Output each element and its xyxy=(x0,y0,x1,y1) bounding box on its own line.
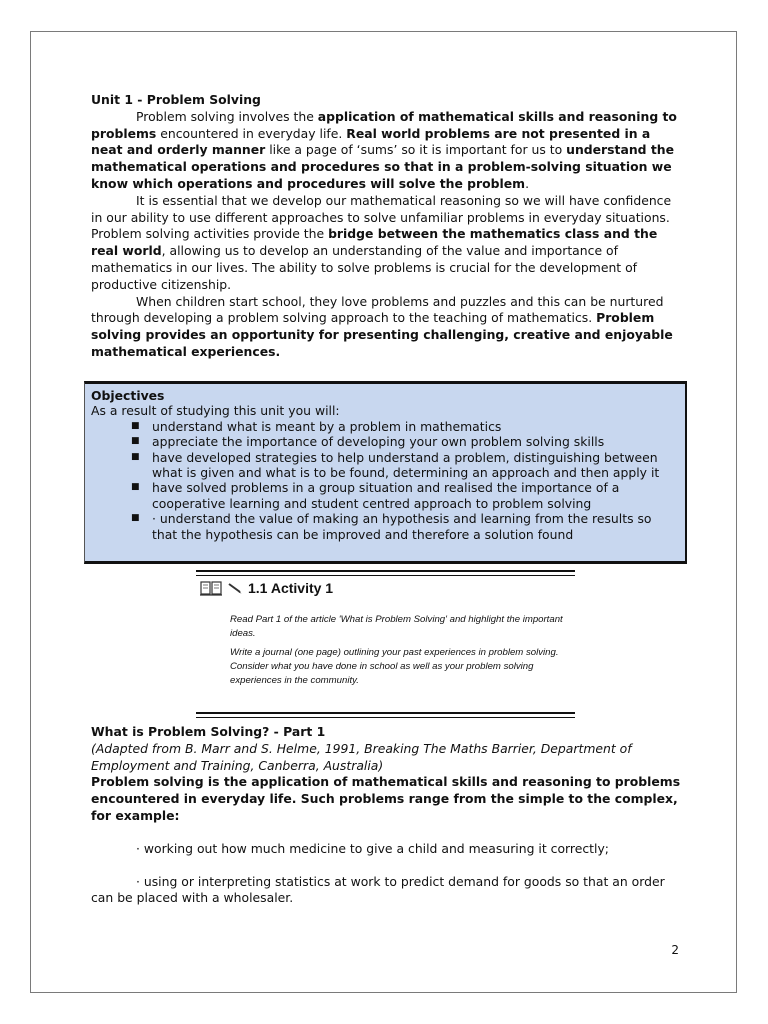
part1-citation: (Adapted from B. Marr and S. Helme, 1991, Breaking The Maths Barrier, Department of Employment and Training, Canberra, Australia) xyxy=(91,740,632,773)
text-span: . xyxy=(525,175,530,191)
text-span: When children start school, they love problems and puzzles and this can be nurtured through developing a problem solving approach to the teaching of mathematics. xyxy=(91,293,664,326)
activity-instruction-1: Read Part 1 of the article 'What is Problem Solving' and highlight the important ideas. xyxy=(230,614,563,639)
intro-paragraph-3 xyxy=(91,294,681,361)
text-span: , allowing us to develop an understanding of the value and importance of mathematics in our lives. The ability to solve problems is crucial for the development of productive citizenship. xyxy=(91,243,638,292)
bold-span: understand the mathematical operations and procedures so that in a problem-solving situation we know which operations and procedures will solve the problem xyxy=(91,142,674,191)
bold-span: Problem solving provides an opportunity for presenting challenging, creative and enjoyable mathematical experiences. xyxy=(91,310,673,359)
activity-box xyxy=(196,570,575,720)
objectives-box xyxy=(84,381,687,564)
activity-title: 1.1 Activity 1 xyxy=(248,580,334,596)
text-span: Problem solving involves the xyxy=(136,108,318,124)
objectives-list xyxy=(91,419,679,542)
pencil-icon xyxy=(228,582,242,594)
spacer xyxy=(91,825,681,841)
unit-title: Unit 1 - Problem Solving xyxy=(91,92,261,107)
text-span: encountered in everyday life. xyxy=(156,125,347,141)
intro-section xyxy=(91,92,681,361)
spacer xyxy=(91,858,681,874)
example-2: · using or interpreting statistics at work to predict demand for goods so that an order can be placed with a wholesaler. xyxy=(91,873,665,906)
list-item-text: · understand the value of making an hypothesis and learning from the results so that the hypothesis can be improved and therefore a solution found xyxy=(152,511,652,542)
part1-title: What is Problem Solving? - Part 1 xyxy=(91,724,326,739)
list-item xyxy=(91,419,679,434)
example-1: · working out how much medicine to give a child and measuring it correctly; xyxy=(136,840,609,856)
intro-paragraph-2 xyxy=(91,193,681,294)
text-span: It is essential that we develop our mathematical reasoning so we will have confidence in our ability to use different approaches to solve unfamiliar problems in everyday situations. Problem solving activities provide the xyxy=(91,192,672,242)
list-item xyxy=(91,511,679,542)
activity-instruction-2: Write a journal (one page) outlining your past experiences in problem solving. Consider what you have done in school as well as your problem solving experiences in the community. xyxy=(230,647,559,686)
activity-bottom-rule xyxy=(196,712,575,718)
square-bullet-icon: ■ xyxy=(131,482,140,493)
bold-span: application of mathematical skills and reasoning to problems xyxy=(91,108,677,141)
activity-body xyxy=(230,613,570,693)
activity-top-rule xyxy=(196,570,575,576)
list-item xyxy=(91,480,679,511)
activity-header xyxy=(200,580,333,596)
square-bullet-icon: ■ xyxy=(131,451,140,462)
square-bullet-icon: ■ xyxy=(131,513,140,524)
text-span: like a page of ‘sums’ so it is important for us to xyxy=(265,142,567,158)
list-item-text: appreciate the importance of developing your own problem solving skills xyxy=(152,434,605,450)
square-bullet-icon: ■ xyxy=(131,420,140,431)
page-number: 2 xyxy=(671,943,679,957)
bold-span: Real world problems are not presented in a neat and orderly manner xyxy=(91,125,651,158)
document-page xyxy=(30,31,737,993)
list-item xyxy=(91,450,679,481)
list-item-text: have solved problems in a group situation and realised the importance of a cooperative learning and student centred approach to problem solving xyxy=(152,480,620,511)
intro-paragraph-1 xyxy=(91,109,681,193)
square-bullet-icon: ■ xyxy=(131,436,140,447)
part1-section xyxy=(91,724,681,907)
list-item-text: understand what is meant by a problem in mathematics xyxy=(152,418,502,434)
bold-span: bridge between the mathematics class and the real world xyxy=(91,226,658,259)
part1-lead: Problem solving is the application of mathematical skills and reasoning to problems encountered in everyday life. Such problems range from the simple to the complex, for example: xyxy=(91,774,681,823)
list-item xyxy=(91,434,679,449)
list-item-text: have developed strategies to help understand a problem, distinguishing between what is given and what is to be found, determining an approach and then apply it xyxy=(152,449,660,481)
book-icon xyxy=(200,580,222,596)
objectives-title: Objectives xyxy=(91,388,165,403)
objectives-intro: As a result of studying this unit you will: xyxy=(91,403,340,419)
